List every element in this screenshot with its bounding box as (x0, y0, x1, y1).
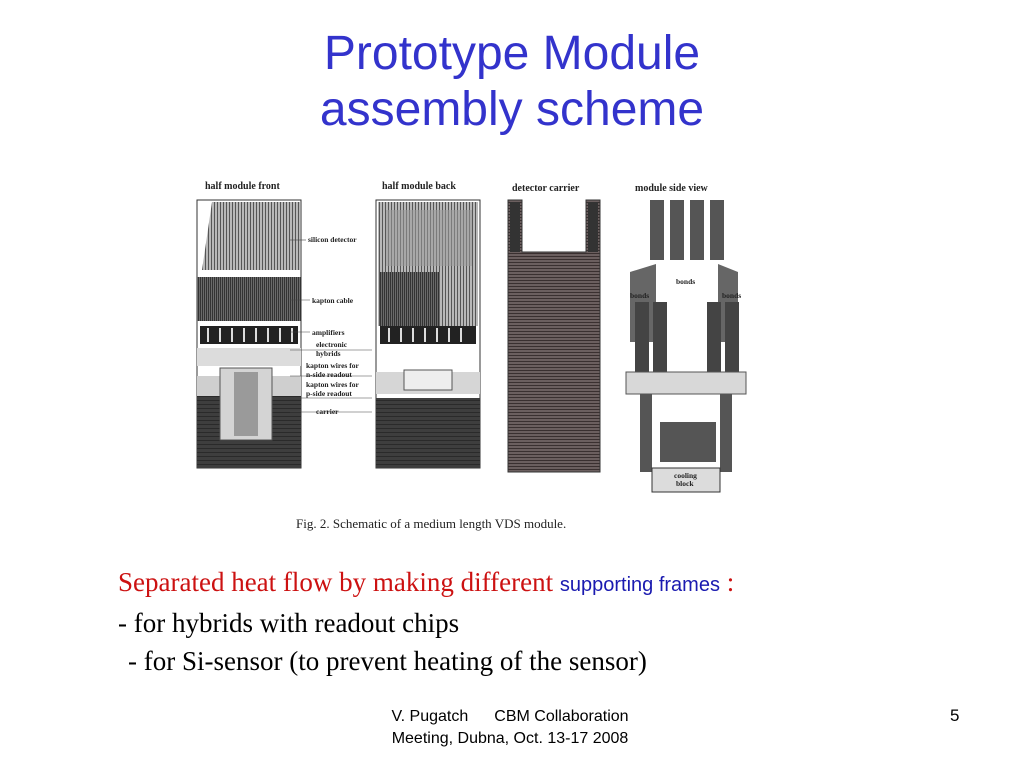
body-line-1 (118, 563, 938, 604)
footer-event-line2: Meeting, Dubna, Oct. 13-17 2008 (391, 730, 629, 747)
schematic-svg (190, 172, 770, 542)
label-block: block (676, 479, 694, 488)
body-line-3: - for Si-sensor (to prevent heating of the sensor) (128, 646, 647, 676)
label-electronic: electronic (316, 340, 348, 349)
body-line-2: - for hybrids with readout chips (118, 608, 460, 638)
label-kapton-n: kapton wires for (306, 361, 359, 370)
label-bonds-left: bonds (630, 291, 650, 300)
page-number: 5 (950, 706, 960, 725)
label-carrier: carrier (316, 407, 339, 416)
label-silicon-detector: silicon detector (308, 235, 357, 244)
footer (310, 706, 710, 750)
label-n-side: n-side readout (306, 370, 352, 379)
panel-label-front: half module front (205, 181, 280, 192)
half-module-front (197, 200, 301, 468)
label-kapton-cable: kapton cable (312, 296, 354, 305)
label-kapton-p: kapton wires for (306, 380, 359, 389)
label-bonds-right: bonds (722, 291, 742, 300)
label-hybrids: hybrids (316, 349, 341, 358)
label-cooling: cooling (674, 471, 697, 480)
label-p-side: p-side readout (306, 389, 352, 398)
module-schematic-figure (190, 172, 770, 542)
label-bonds-top: bonds (676, 277, 696, 286)
footer-line-1 (310, 706, 710, 728)
half-module-back (376, 200, 480, 468)
panel-label-side: module side view (635, 183, 708, 194)
figure-caption: Fig. 2. Schematic of a medium length VDS module. (296, 516, 567, 531)
supporting-frames-text: supporting frames (559, 574, 720, 596)
label-amplifiers: amplifiers (312, 328, 345, 337)
heat-flow-statement: Separated heat flow by making different (118, 567, 554, 597)
title-line-2: assembly scheme (319, 83, 705, 136)
panel-label-carrier: detector carrier (512, 183, 580, 194)
footer-author: V. Pugatch (391, 708, 469, 725)
title-line-1: Prototype Module (323, 27, 701, 80)
detector-carrier (508, 200, 600, 472)
body-text (118, 563, 938, 680)
slide-title (0, 26, 1024, 138)
footer-event-line1: CBM Collaboration (494, 708, 629, 725)
panel-label-back: half module back (382, 181, 456, 192)
module-side-view (626, 200, 746, 492)
colon: : (726, 567, 735, 597)
